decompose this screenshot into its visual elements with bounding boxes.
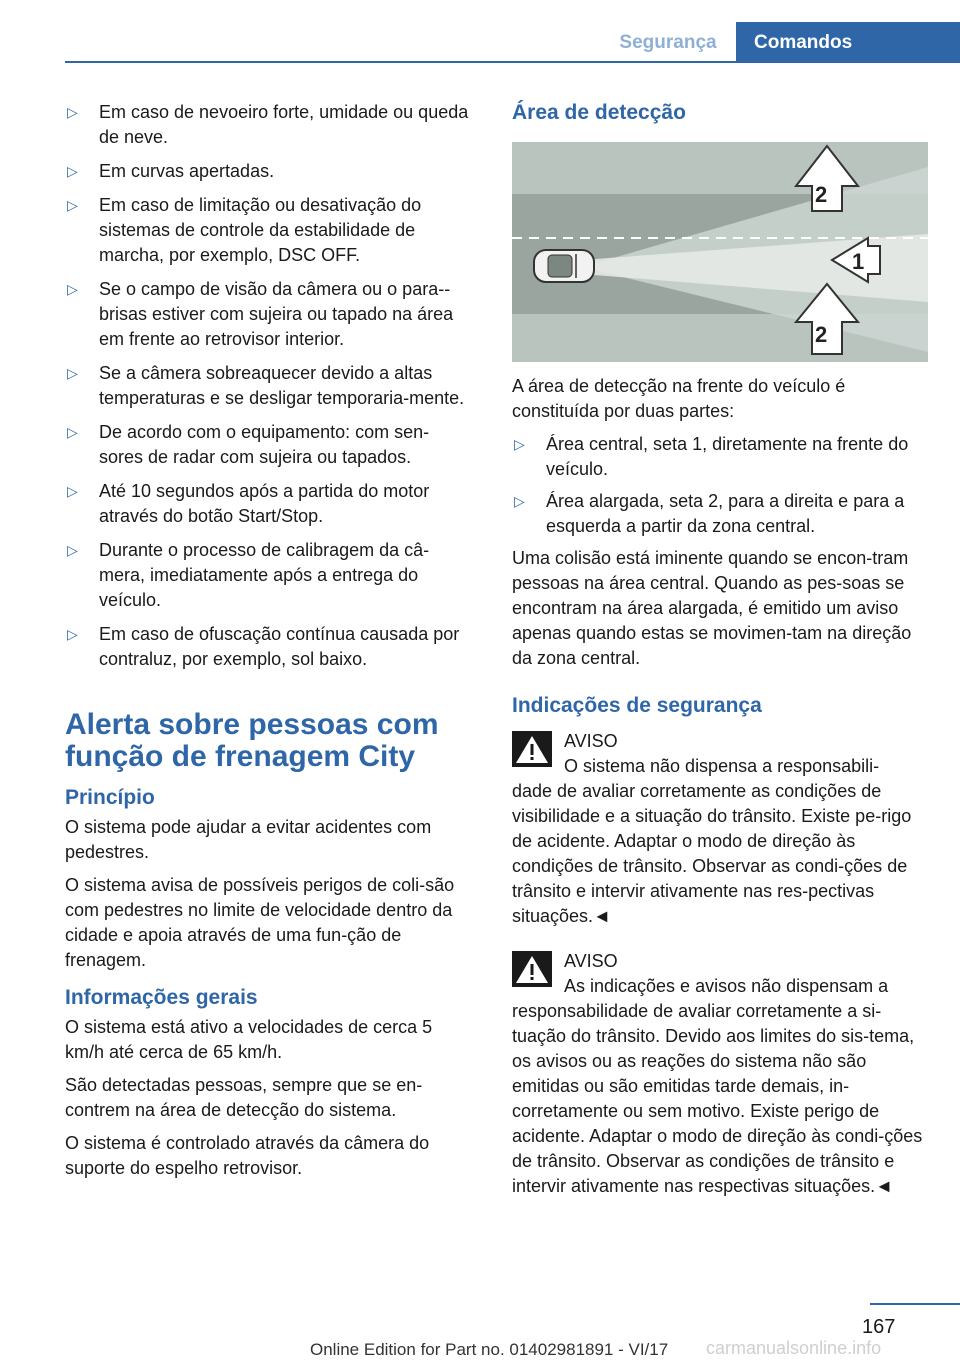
triangle-bullet-icon: ▷ bbox=[67, 197, 78, 213]
arrow-2-top-label: 2 bbox=[815, 182, 828, 207]
triangle-bullet-icon: ▷ bbox=[67, 424, 78, 440]
list-item: ▷ Se o campo de visão da câmera ou o para--brisas estiver com sujeira ou tapado na área em frente ao retrovisor interior. bbox=[67, 279, 454, 349]
warning-label: AVISO bbox=[564, 731, 618, 751]
left-column bbox=[65, 100, 470, 1189]
triangle-bullet-icon: ▷ bbox=[67, 104, 78, 120]
section-title: Alerta sobre pessoas com função de frenagem City bbox=[65, 708, 439, 773]
triangle-bullet-icon: ▷ bbox=[67, 281, 78, 297]
triangle-bullet-icon: ▷ bbox=[514, 436, 525, 452]
area-heading: Área de detecção bbox=[512, 101, 686, 124]
warning-text-first-line: O sistema não dispensa a responsabili‐ bbox=[564, 756, 880, 776]
triangle-bullet-icon: ▷ bbox=[67, 163, 78, 179]
list-item: ▷ Área alargada, seta 2, para a direita e para a esquerda a partir da zona central. bbox=[514, 491, 905, 536]
limitations-list bbox=[65, 100, 470, 672]
area-paragraph-1: A área de detecção na frente do veículo é constituída por duas partes: bbox=[512, 376, 846, 421]
list-item: ▷ Em caso de ofuscação contínua causada por contraluz, por exemplo, sol baixo. bbox=[67, 624, 460, 669]
list-item: ▷ Em curvas apertadas. bbox=[65, 159, 470, 184]
warning-block-1 bbox=[512, 729, 932, 929]
triangle-bullet-icon: ▷ bbox=[67, 365, 78, 381]
warning-triangle-icon bbox=[512, 951, 552, 987]
warning-text: dade de avaliar corretamente as condições de visibilidade e a situação do trânsito. Existe pe‐rigo de acidente. Adaptar o modo de direção às condições de trânsito. Observar as condi‐ções de trânsito e intervir ativamente nas res‐pectivas situações.◄ bbox=[512, 781, 912, 926]
info-heading: Informações gerais bbox=[65, 986, 258, 1009]
triangle-bullet-icon: ▷ bbox=[67, 483, 78, 499]
area-paragraph-2: Uma colisão está iminente quando se encon‐tram pessoas na área central. Quando as pes‐soas se encontram na área alargada, é emitido um aviso apenas quando estas se movimen‐tam na direção da zona central. bbox=[512, 548, 912, 668]
triangle-bullet-icon: ▷ bbox=[67, 626, 78, 642]
right-column bbox=[512, 100, 932, 1199]
warning-triangle-icon bbox=[512, 731, 552, 767]
footer-rule bbox=[870, 1303, 960, 1305]
tab-comandos[interactable]: Comandos bbox=[736, 22, 960, 62]
info-paragraph-2: São detectadas pessoas, sempre que se en‐contrem na área de detecção do sistema. bbox=[65, 1075, 423, 1120]
car-icon bbox=[534, 250, 594, 282]
list-item: ▷ Até 10 segundos após a partida do motor através do botão Start/Stop. bbox=[67, 481, 430, 526]
arrow-2-bottom-label: 2 bbox=[815, 322, 828, 347]
principio-paragraph-1: O sistema pode ajudar a evitar acidentes com pedestres. bbox=[65, 817, 432, 862]
arrow-1-label: 1 bbox=[852, 249, 865, 274]
warning-text-first-line: As indicações e avisos não dispensam a bbox=[564, 976, 889, 996]
edition-note: Online Edition for Part no. 01402981891 - VI/17 bbox=[310, 1340, 669, 1359]
tab-seguranca[interactable]: Segurança bbox=[619, 32, 717, 53]
principio-heading: Princípio bbox=[65, 786, 155, 809]
area-list bbox=[512, 432, 932, 539]
safety-heading: Indicações de segurança bbox=[512, 694, 762, 717]
warning-text: responsabilidade de avaliar corretamente a si‐tuação do trânsito. Devido aos limites do sis‐tema, os avisos ou as reações do sistema não são emitidas ou são emitidas tarde demais, in‐corretamente ou sem motivo. Existe perigo de acidente. Adaptar o modo de direção às condi‐ções de trânsito. Observar as condições de trânsito e intervir ativamente nas respectivas situações.◄ bbox=[512, 1001, 923, 1196]
list-item: ▷ Durante o processo de calibragem da câ‐mera, imediatamente após a entrega do veículo. bbox=[67, 540, 430, 610]
info-paragraph-1: O sistema está ativo a velocidades de cerca 5 km/h até cerca de 65 km/h. bbox=[65, 1017, 433, 1062]
watermark: carmanualsonline.info bbox=[706, 1338, 882, 1358]
page-number: 167 bbox=[862, 1316, 896, 1338]
list-item: ▷ De acordo com o equipamento: com sen‐sores de radar com sujeira ou tapados. bbox=[67, 422, 430, 467]
principio-paragraph-2: O sistema avisa de possíveis perigos de coli‐são com pedestres no limite de velocidade dentro da cidade e apoia através de uma fun‐ção de frenagem. bbox=[65, 875, 455, 970]
detection-area-figure bbox=[512, 142, 928, 362]
triangle-bullet-icon: ▷ bbox=[514, 493, 525, 509]
list-item: ▷ Em caso de limitação ou desativação do sistemas de controle da estabilidade de marcha, por exemplo, DSC OFF. bbox=[67, 195, 422, 265]
warning-label: AVISO bbox=[564, 951, 618, 971]
warning-block-2 bbox=[512, 949, 932, 1199]
triangle-bullet-icon: ▷ bbox=[67, 542, 78, 558]
info-paragraph-3: O sistema é controlado através da câmera do suporte do espelho retrovisor. bbox=[65, 1133, 430, 1178]
list-item: ▷ Se a câmera sobreaquecer devido a altas temperaturas e se desligar temporaria‐mente. bbox=[67, 363, 465, 408]
list-item: ▷ Área central, seta 1, diretamente na frente do veículo. bbox=[514, 434, 909, 479]
header-rule bbox=[65, 61, 960, 63]
list-item: ▷ Em caso de nevoeiro forte, umidade ou queda de neve. bbox=[67, 102, 469, 147]
